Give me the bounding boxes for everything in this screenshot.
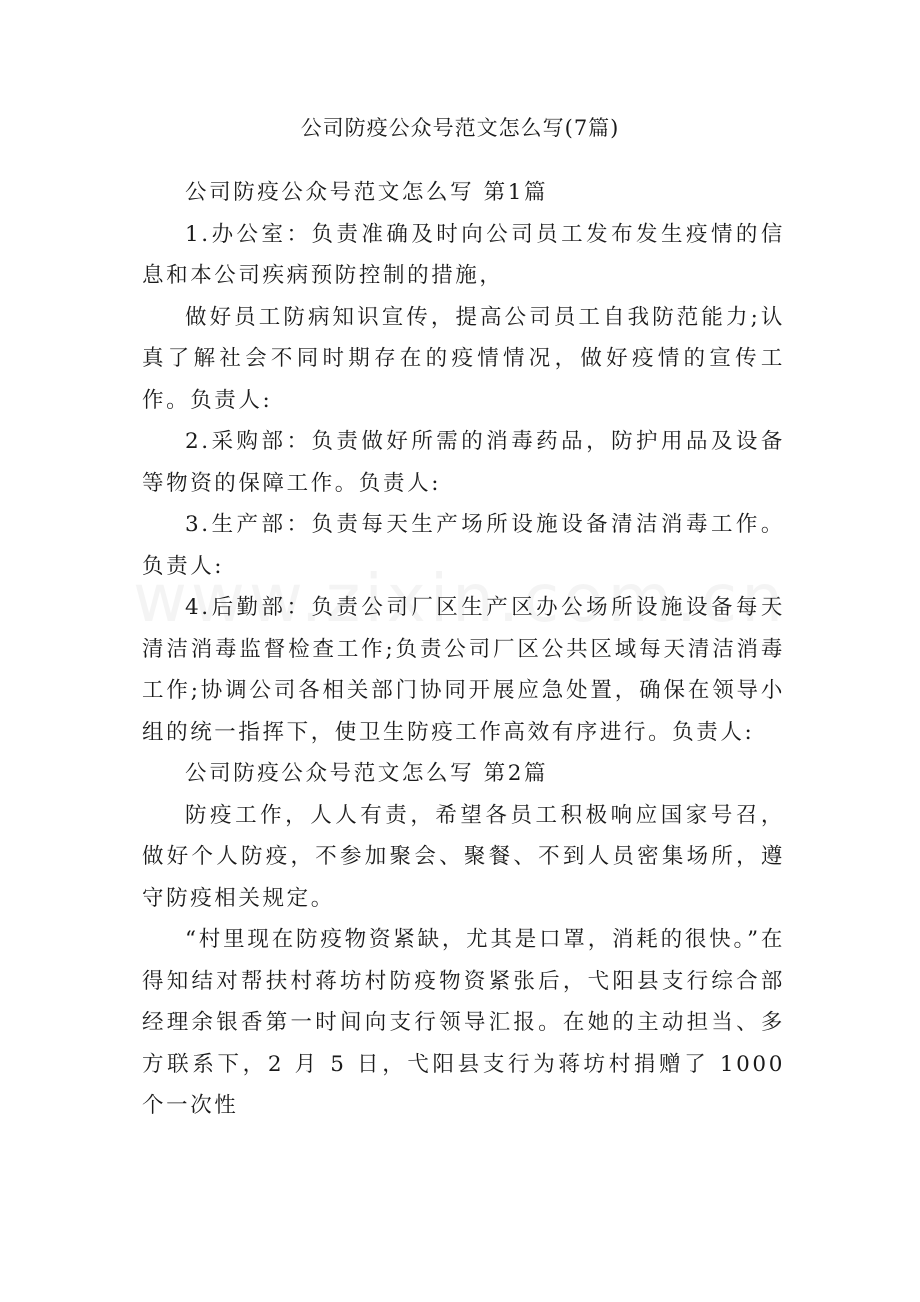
paragraph: 做好员工防病知识宣传，提高公司员工自我防范能力;认真了解社会不同时期存在的疫情情况，做好疫情的宣传工作。负责人: [142,304,785,413]
document-title: 公司防疫公众号范文怎么写(7篇) [300,116,620,140]
section-heading-2: 公司防疫公众号范文怎么写 第2篇 [185,761,549,786]
paragraph: 防疫工作，人人有责，希望各员工积极响应国家号召，做好个人防疫，不参加聚会、聚餐、不到人员密集场所，遵守防疫相关规定。 [142,802,785,911]
paragraph: 4.后勤部：负责公司厂区生产区办公场所设施设备每天清洁消毒监督检查工作;负责公司厂区公共区域每天清洁消毒工作;协调公司各相关部门协同开展应急处置，确保在领导小组的统一指挥下，使卫生防疫工作高效有序进行。负责人: [142,595,785,745]
paragraph: 1.办公室：负责准确及时向公司员工发布发生疫情的信息和本公司疾病预防控制的措施， [142,221,785,288]
paragraph: “村里现在防疫物资紧缺，尤其是口罩，消耗的很快。”在得知结对帮扶村蒋坊村防疫物资紧张后，弋阳县支行综合部经理余银香第一时间向支行领导汇报。在她的主动担当、多方联系下，2 月 5 日，弋阳县支行为蒋坊村捐赠了 1000 个一次性 [142,927,785,1118]
paragraph: 3.生产部：负责每天生产场所设施设备清洁消毒工作。负责人: [142,512,785,579]
paragraph: 2.采购部：负责做好所需的消毒药品，防护用品及设备等物资的保障工作。负责人: [142,429,785,496]
section-heading-1: 公司防疫公众号范文怎么写 第1篇 [185,180,549,205]
document-body [142,172,785,1127]
